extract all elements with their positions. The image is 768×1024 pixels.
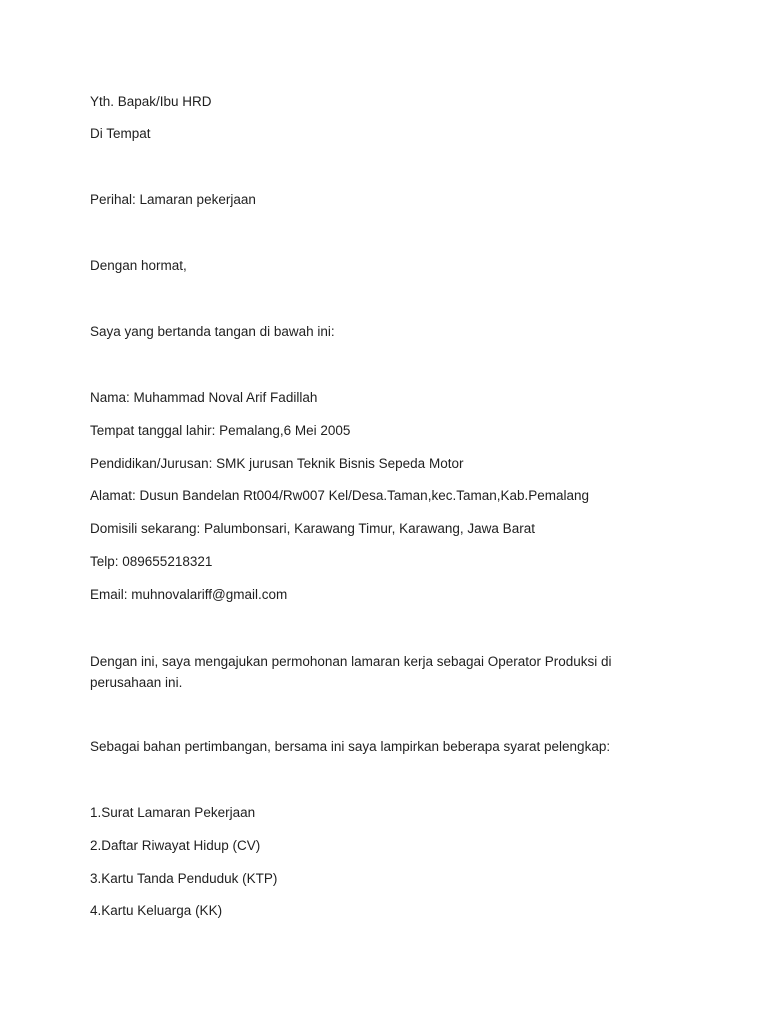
recipient-place: Di Tempat [90, 126, 151, 141]
letter-subject: Perihal: Lamaran pekerjaan [90, 192, 256, 207]
attachment-item: 2.Daftar Riwayat Hidup (CV) [90, 838, 261, 853]
identity-phone: Telp: 089655218321 [90, 554, 213, 569]
identity-name: Nama: Muhammad Noval Arif Fadillah [90, 390, 318, 405]
letter-intro: Saya yang bertanda tangan di bawah ini: [90, 324, 335, 339]
attachment-item: 4.Kartu Keluarga (KK) [90, 903, 223, 918]
letter-greeting: Dengan hormat, [90, 258, 187, 273]
identity-education: Pendidikan/Jurusan: SMK jurusan Teknik Bisnis Sepeda Motor [90, 456, 464, 471]
identity-domicile: Domisili sekarang: Palumbonsari, Karawang Timur, Karawang, Jawa Barat [90, 521, 535, 536]
attachments-intro: Sebagai bahan pertimbangan, bersama ini saya lampirkan beberapa syarat pelengkap: [90, 739, 611, 754]
attachment-item: 3.Kartu Tanda Penduduk (KTP) [90, 871, 278, 886]
identity-address: Alamat: Dusun Bandelan Rt004/Rw007 Kel/Desa.Taman,kec.Taman,Kab.Pemalang [90, 488, 590, 503]
recipient-line: Yth. Bapak/Ibu HRD [90, 94, 212, 109]
identity-email: Email: muhnovalariff@gmail.com [90, 587, 288, 602]
attachment-item: 1.Surat Lamaran Pekerjaan [90, 805, 256, 820]
identity-birth: Tempat tanggal lahir: Pemalang,6 Mei 2005 [90, 423, 351, 438]
application-paragraph: Dengan ini, saya mengajukan permohonan lamaran kerja sebagai Operator Produksi di perusahaan ini. [90, 654, 612, 690]
